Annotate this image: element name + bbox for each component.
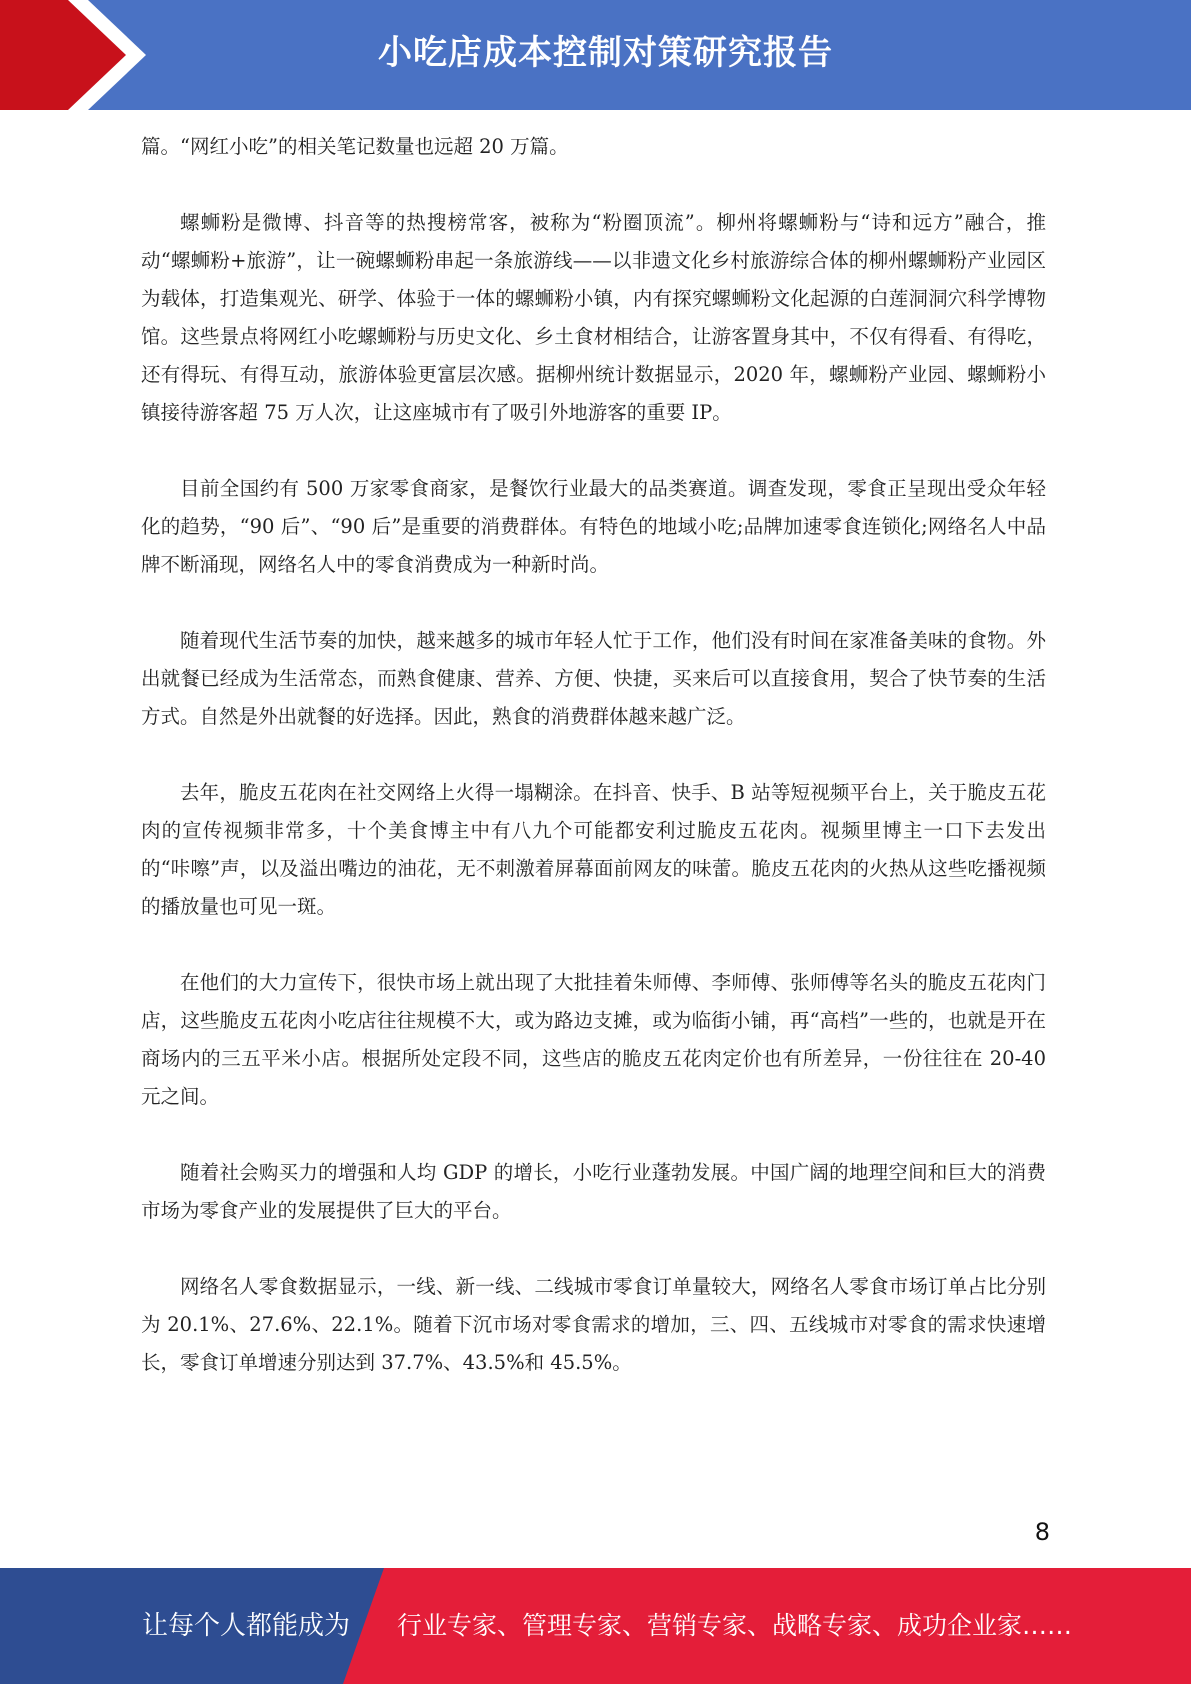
- page-number: 8: [1034, 1518, 1050, 1546]
- footer-slogan-right: 行业专家、管理专家、营销专家、战略专家、成功企业家……: [397, 1611, 1073, 1640]
- paragraph: 随着社会购买力的增强和人均 GDP 的增长，小吃行业蓬勃发展。中国广阔的地理空间和巨大的消费市场为零食产业的发展提供了巨大的平台。: [141, 1161, 1046, 1222]
- paragraph: 目前全国约有 500 万家零食商家，是餐饮行业最大的品类赛道。调查发现，零食正呈现出受众年轻化的趋势，“90 后”、“90 后”是重要的消费群体。有特色的地域小吃;品牌加速零食连锁化;网络名人中品牌不断涌现，网络名人中的零食消费成为一种新时尚。: [141, 477, 1046, 576]
- page-footer: [0, 1568, 1191, 1684]
- paragraph: 篇。“网红小吃”的相关笔记数量也远超 20 万篇。: [141, 135, 569, 158]
- footer-slogan-left: 让每个人都能成为: [142, 1611, 351, 1641]
- page-header: [0, 0, 1191, 110]
- document-body: [141, 128, 1046, 1420]
- paragraph: 去年，脆皮五花肉在社交网络上火得一塌糊涂。在抖音、快手、B 站等短视频平台上，关于脆皮五花肉的宣传视频非常多，十个美食博主中有八九个可能都安利过脆皮五花肉。视频里博主一口下去发出的“咔嚓”声，以及溢出嘴边的油花，无不刺激着屏幕面前网友的味蕾。脆皮五花肉的火热从这些吃播视频的播放量也可见一斑。: [141, 781, 1046, 918]
- paragraph: 在他们的大力宣传下，很快市场上就出现了大批挂着朱师傅、李师傅、张师傅等名头的脆皮五花肉门店，这些脆皮五花肉小吃店往往规模不大，或为路边支摊，或为临街小铺，再“高档”一些的，也就是开在商场内的三五平米小店。根据所处定段不同，这些店的脆皮五花肉定价也有所差异，一份往往在 20-40 元之间。: [141, 971, 1046, 1108]
- page-title: 小吃店成本控制对策研究报告: [378, 33, 833, 73]
- paragraph: 随着现代生活节奏的加快，越来越多的城市年轻人忙于工作，他们没有时间在家准备美味的食物。外出就餐已经成为生活常态，而熟食健康、营养、方便、快捷，买来后可以直接食用，契合了快节奏的生活方式。自然是外出就餐的好选择。因此，熟食的消费群体越来越广泛。: [141, 629, 1046, 728]
- paragraph: 网络名人零食数据显示，一线、新一线、二线城市零食订单量较大，网络名人零食市场订单占比分别为 20.1%、27.6%、22.1%。随着下沉市场对零食需求的增加，三、四、五线城市对零食的需求快速增长，零食订单增速分别达到 37.7%、43.5%和 45.5%。: [141, 1275, 1046, 1374]
- paragraph: 螺蛳粉是微博、抖音等的热搜榜常客，被称为“粉圈顶流”。柳州将螺蛳粉与“诗和远方”融合，推动“螺蛳粉+旅游”，让一碗螺蛳粉串起一条旅游线——以非遗文化乡村旅游综合体的柳州螺蛳粉产业园区为载体，打造集观光、研学、体验于一体的螺蛳粉小镇，内有探究螺蛳粉文化起源的白莲洞洞穴科学博物馆。这些景点将网红小吃螺蛳粉与历史文化、乡土食材相结合，让游客置身其中，不仅有得看、有得吃，还有得玩、有得互动，旅游体验更富层次感。据柳州统计数据显示，2020 年，螺蛳粉产业园、螺蛳粉小镇接待游客超 75 万人次，让这座城市有了吸引外地游客的重要 IP。: [141, 211, 1046, 424]
